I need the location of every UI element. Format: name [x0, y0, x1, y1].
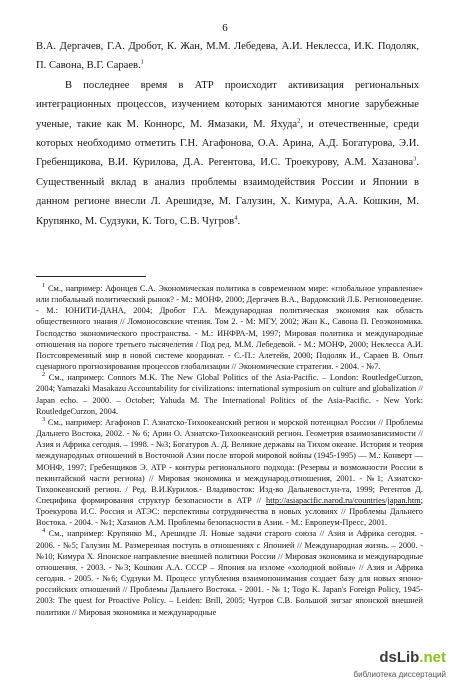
footnote-ref-4[interactable]: 4 [234, 214, 238, 222]
dslib-logo [340, 649, 446, 667]
main-paragraph-2-text-b: , и отечественные, среди которых необходимо отметить Г.Н. Агафонова, О.А. Арина, А.Д. Богатурова, Э.И. Гребенщикова, В.И. Курилова, Д.А. Регентова, И.С. Троекурову, А.М. Хазанова [36, 118, 419, 169]
footnote-4-text: См., например: Крупянко М., Арешидзе Л. Новые задачи старого союза // Азия и Африка сегодня. - 2006. - №5; Галузин М. Размеренная поступь в отношениях с Японией // Международная жизнь. – 2000. - №10; Кимура Х. Японское направление внешней политики России // Мировая экономика и международные отношения. - 2003. - №3; Кошкин А.А. СССР – Япония на изломе «холодной войны» // Азия и Африка сегодня. - 2005. - №6; Судзуки М. Процесс углубления взаимопонимания создает базу для новых японо-российских отношений // Проблемы Дальнего Востока. - 2001. - № 1; Togo K. Japan's Foreign Policy, 1945-2003: The quest for Proactive Policy. – Leiden: Brill, 2005; Чугров С.В. Большой зигзаг японской внешней политики // Мировая экономика и международные [36, 529, 423, 617]
main-paragraph-2 [36, 76, 419, 231]
footnote-1-mark: 1 [42, 282, 46, 290]
footnote-3-text-b: ; Троекурова И.С. Россия и АТЭС: перспективы сотрудничества в новых условиях // Проблемы Дальнего Востока. - 2004. - №1; Хазанов А.М. Проблемы безопасности в Азии. - М.: Европеум-Пресс, 2001. [36, 495, 423, 528]
footnote-1-text: См., например: Афонцев С.А. Экономическая политика в современном мире: «глобальное управление» или глобальный политический рынок? - М.: МОНФ, 2000; Дергачев В.А., Вардомский Л.Б. Регионоведение. - М.: ЮНИТИ-ДАНА, 2004; Дробот Г.А. Международная политическая экономия как область общественного знания // Ломоносовские чтения. Том 2. - М: МГУ, 2002; Жан К., Савона П. Геоэкономика. Господство экономического пространства. - М.: ИНФРА-М, 1997; Мировая политика и международные отношения на пороге третьего тысячелетия / Под ред. М.М. Лебедевой. - М.: МОНФ, 2000; Неклесса А.И. Постсовременный мир в новой системе координат. - С.-П.: Алетейя, 2000; Подоляк И., Сараев В. Опыт сценарного прогнозирования процессов глобализации // Экономические стратегии. - 2004. - №7. [36, 284, 423, 372]
footnote-2 [36, 372, 423, 417]
main-paragraph-2-text-d: . [237, 215, 241, 227]
footnote-ref-3[interactable]: 3 [413, 155, 417, 163]
dslib-logo-name: dsLib [379, 649, 420, 666]
footnote-3-link[interactable]: http://asiapacific.narod.ru/countries/japan.htm [266, 495, 421, 505]
footnote-ref-2[interactable]: 2 [297, 117, 301, 125]
main-paragraph-2-text-a: В последнее время в АТР происходит активизация региональных интеграционных процессов, изучением которых занимаются многие зарубежные ученые, такие как М. Коннорс, М. Ямазаки, М. Яхуда [36, 79, 419, 130]
main-paragraph-1 [36, 37, 419, 76]
footnote-4 [36, 528, 423, 617]
footnote-2-text: См., например: Connors M.K. The New Global Politics of the Asia-Pacific. – London: RoutledgeCurzon, 2004; Yamazaki Masakazu Accountability for civilizations: international symposium on culture and globalization // Japan echo. – 2000. – October; Yahuda M. The International Politics of the Asia-Pacific. - New York: RoutledgeCurzon, 2004. [36, 373, 423, 416]
main-paragraph-2-text-c: . Существенный вклад в анализ проблемы взаимодействия России и Японии в данном регионе внесли Л. Арешидзе, М. Галузин, Х. Кимура, А.А. Кошкин, М. Крупянко, М. Судзуки, К. Того, С.В. Чугров [36, 157, 419, 227]
footnote-3-mark: 3 [42, 416, 46, 424]
dslib-watermark[interactable] [340, 649, 446, 681]
footnote-2-mark: 2 [42, 371, 46, 379]
dslib-tagline: библиотека диссертаций [353, 670, 446, 679]
main-text [36, 37, 419, 231]
footnote-1 [36, 283, 423, 372]
footnote-separator [36, 276, 146, 277]
footnote-3 [36, 417, 423, 529]
footnote-ref-1[interactable]: 1 [140, 58, 144, 66]
footnotes [36, 283, 423, 618]
footnote-4-mark: 4 [42, 527, 46, 535]
footnote-3-text-a: См., например: Агафонов Г. Азиатско-Тихоокеанский регион и морской потенциал России // Проблемы Дальнего Востока, 2002. - № 6; Арин О. Азиатско-Тихоокеанский регион. Геометрия взаимозависимости // Азия и Африка сегодня. – 1998. - №3; Богатуров А. Д. Великие державы на Тихом океане. История и теория международных отношений в Восточной Азии после второй мировой войны (1945-1995) — М.: Конверт — МОНФ, 1997; Гребенщиков Э. АТР - контуры регионального подхода: (Резервы и возможности России в пекинтайской части региона) // Мировая экономика и международ.отношения, 2001. - №1; Азиатско-Тихоокеанский регион. / Ред. В.И.Курилов.- Владивосток: Изд-во Дальневост.ун-та, 1999; Регентов Д. Специфика формирования структур безопасности в АТР // [36, 417, 423, 505]
dslib-logo-domain: .net [419, 649, 446, 666]
main-paragraph-1-text: В.А. Дергачев, Г.А. Дробот, К. Жан, М.М. Лебедева, А.И. Неклесса, И.К. Подоляк, П. Савона, В.Г. Сараев. [36, 41, 419, 72]
page-number: 6 [222, 22, 228, 34]
